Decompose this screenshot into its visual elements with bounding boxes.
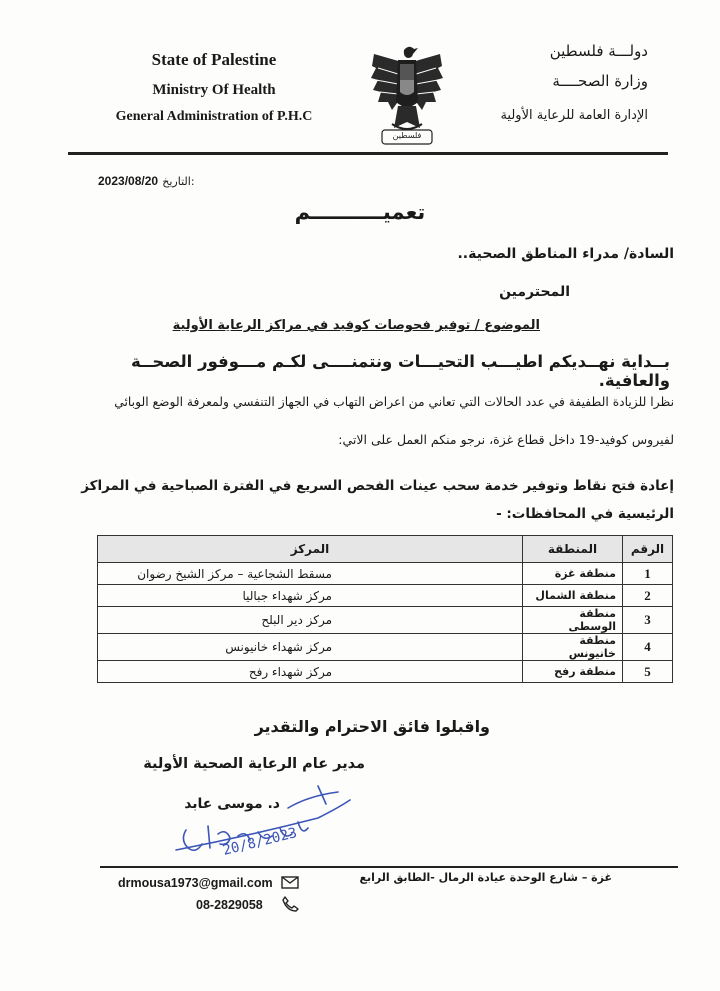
table-row [98,607,673,634]
table-header-row [98,536,673,563]
header-en-ministry: Ministry Of Health [152,82,276,98]
header-ar-state: دولـــة فلسطين [549,42,648,60]
header-region: المنطقة [523,536,623,563]
directive: إعادة فتح نقاط وتوفير خدمة سحب عينات الفحص السريع في الفترة الصباحية في المراكز الرئيسية في المحافظات: - [81,478,674,522]
phone-icon [281,896,301,912]
date-line [98,174,195,188]
footer-email[interactable]: drmousa1973@gmail.com [118,876,273,890]
row-num: 3 [623,607,673,634]
row-region: منطقة غزة [523,563,623,585]
row-region: منطقة الشمال [523,585,623,607]
signatory-name: د. موسى عابد [184,796,280,812]
row-num: 5 [623,661,673,683]
row-center: مركز شهداء جباليا [98,585,523,607]
header-ar-administration: الإدارة العامة للرعاية الأولية [500,108,648,123]
row-center: مركز دير البلح [98,607,523,634]
row-num: 2 [623,585,673,607]
date-label: التاريخ: [162,175,195,188]
row-num: 4 [623,634,673,661]
footer-address: غزة – شارع الوحدة عيادة الرمال -الطابق الرابع [359,871,612,884]
row-region: منطقة رفح [523,661,623,683]
respected: المحترمين [499,284,570,300]
footer-phone[interactable]: 08-2829058 [196,898,263,912]
date-value: 2023/08/20 [98,174,159,188]
footer-divider [100,866,678,868]
table-row [98,585,673,607]
signatory-title: مدير عام الرعاية الصحية الأولية [143,756,365,772]
document-title: تعميــــــــــم [294,200,426,224]
centers-table [97,535,673,683]
header-en-administration: General Administration of P.H.C [115,109,313,124]
row-num: 1 [623,563,673,585]
header-en-state: State of Palestine [151,50,277,69]
row-center: مركز شهداء خانيونس [98,634,523,661]
emblem-caption: فلسطين [392,131,422,140]
body-line-1: نظرا للزيادة الطفيفة في عدد الحالات التي تعاني من اعراض التهاب في الجهاز التنفسي ولمعرفة الوضع الوبائي [114,395,674,409]
addressee: السادة/ مدراء المناطق الصحية.. [457,246,674,262]
body-line-2: لفيروس كوفيد-19 داخل قطاع غزة، نرجو منكم العمل على الاتي: [338,432,674,447]
table-row [98,661,673,683]
header-divider [68,152,668,155]
subject: الموضوع / توفير فحوصات كوفيد في مراكز الرعاية الأولية [172,318,540,333]
signature-date: 20/8/2023 [221,825,299,859]
envelope-icon [281,874,301,888]
header-center: المركز [98,536,523,563]
closing: واقبلوا فائق الاحترام والتقدير [254,717,490,736]
table-row [98,563,673,585]
greeting: بــداية نهــديكم اطيـــب التحيـــات ونتمنــــى لكـم مـــوفور الصحــة والعافية. [131,352,670,390]
handwritten-signature [168,778,358,870]
header-ar-ministry: وزارة الصحــــة [552,72,648,90]
row-center: مركز شهداء رفح [98,661,523,683]
row-center: مسقط الشجاعية – مركز الشيخ رضوان [98,563,523,585]
row-region: منطقة خانيونس [523,634,623,661]
header-num: الرقم [623,536,673,563]
table-row [98,634,673,661]
row-region: منطقة الوسطى [523,607,623,634]
